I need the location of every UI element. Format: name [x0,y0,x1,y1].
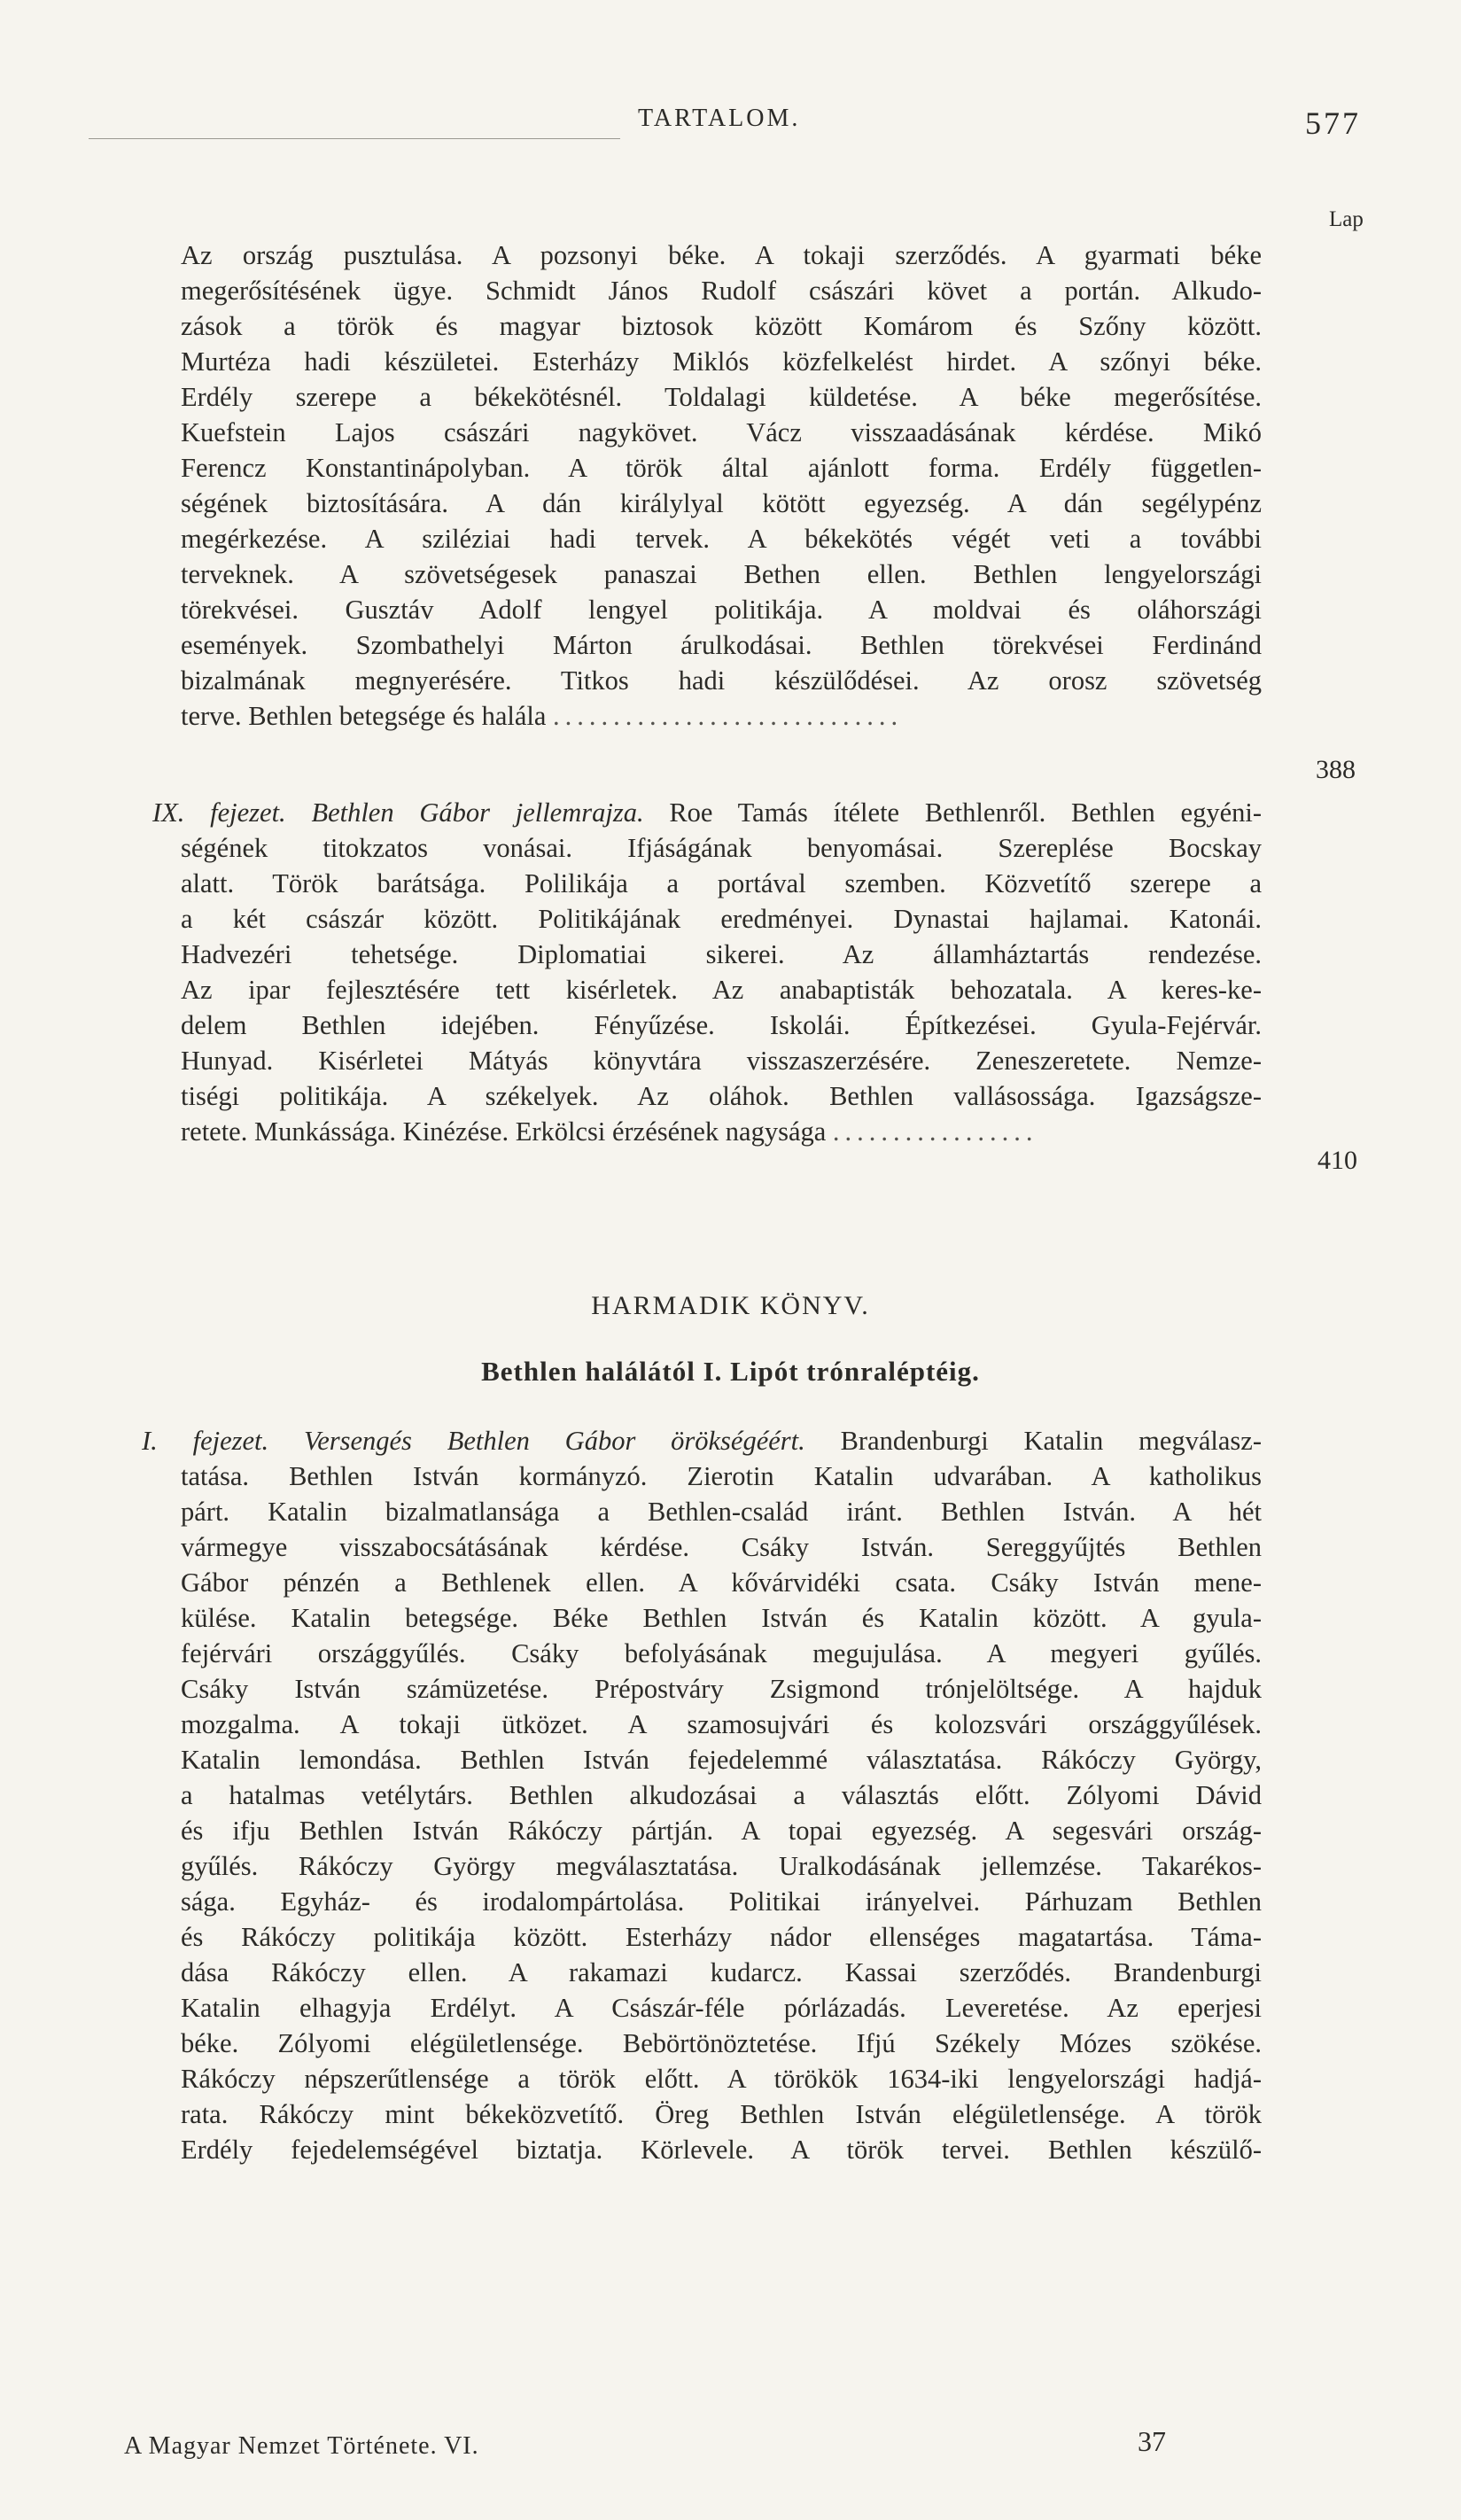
text-line: alatt. Török barátsága. Polilikája a portával szemben. Közvetítő szerepe a [181,868,1262,898]
text-line: zások a török és magyar biztosok között Komárom és Szőny között. [181,311,1262,341]
text-line: Murtéza hadi készületei. Esterházy Miklós közfelkelést hirdet. A szőnyi béke. [181,346,1262,377]
footer-source: A Magyar Nemzet Története. VI. [124,2432,479,2460]
chapter-title: Versengés Bethlen Gábor örökségéért. [303,1426,805,1456]
text-line: Az ország pusztulása. A pozsonyi béke. A tokaji szerződés. A gyarmati béke [181,240,1262,270]
text-line: terveknek. A szövetségesek panaszai Bethen ellen. Bethlen lengyelországi [181,559,1262,589]
text-line: dása Rákóczy ellen. A rakamazi kudarcz. Kassai szerződés. Brandenburgi [181,1957,1262,1987]
chapter1-paragraph [181,1458,1262,2167]
section1-paragraph [181,237,1262,734]
book-heading: HARMADIK KÖNYV. [591,1291,870,1320]
text-line: a hatalmas vetélytárs. Bethlen alkudozásai a választás előtt. Zólyomi Dávid [181,1780,1262,1810]
page-ref-388: 388 [1316,755,1356,784]
text-line: Az ipar fejlesztésére tett kisérletek. Az anabaptisták behozatala. A keres-ke- [181,975,1262,1005]
text-line: Katalin elhagyja Erdélyt. A Császár-féle pórlázadás. Leveretése. Az eperjesi [181,1993,1262,2023]
lap-column-label: Lap [1329,207,1364,231]
text-line: Brandenburgi Katalin megválasz- [840,1426,1262,1456]
text-line: delem Bethlen idejében. Fényűzése. Iskolái. Építkezései. Gyula-Fejérvár. [181,1010,1262,1040]
text-line: és ifju Bethlen István Rákóczy pártján. A topai egyezség. A segesvári ország- [181,1816,1262,1846]
header-rule [89,138,620,139]
leader-dots: ................. [832,1116,1038,1147]
leader-dots: ............................. [553,701,904,731]
chapter1-first-line [142,1423,1262,1458]
text-line: Katalin lemondása. Bethlen István fejedelemmé választatása. Rákóczy György, [181,1745,1262,1775]
text-line: gyűlés. Rákóczy György megválasztatása. Uralkodásának jellemzése. Takarékos- [181,1851,1262,1881]
text-line: Erdély fejedelemségével biztatja. Körlevele. A török tervei. Bethlen készülő- [181,2135,1262,2165]
text-line: törekvései. Gusztáv Adolf lengyel politikája. A moldvai és oláhországi [181,595,1262,625]
text-line: Hunyad. Kisérletei Mátyás könyvtára visszaszerzésére. Zeneszeretete. Nemze- [181,1046,1262,1076]
running-title: TARTALOM. [638,105,801,132]
chapter9-paragraph [181,830,1262,1149]
text-line: sága. Egyház- és irodalompártolása. Politikai irányelvei. Párhuzam Bethlen [181,1886,1262,1917]
text-line: bizalmának megnyerésére. Titkos hadi készülődései. Az orosz szövetség [181,665,1262,696]
text-line: Ferencz Konstantinápolyban. A török által ajánlott forma. Erdély független- [181,453,1262,483]
footer-signature: 37 [1138,2425,1166,2457]
toc-entry-last-line [181,1114,1262,1149]
text-line: párt. Katalin bizalmatlansága a Bethlen-család iránt. Bethlen István. A hét [181,1497,1262,1527]
text-line: Rákóczy népszerűtlensége a török előtt. A törökök 1634-iki lengyelországi hadjá- [181,2064,1262,2094]
text-line: terve. Bethlen betegsége és halála [181,701,547,731]
chapter-title: Bethlen Gábor jellemrajza. [311,797,644,828]
page-ref-410: 410 [1317,1146,1357,1175]
chapter-number: I. fejezet. [142,1426,269,1456]
text-line: tatása. Bethlen István kormányzó. Zierotin Katalin udvarában. A katholikus [181,1461,1262,1491]
text-line: külése. Katalin betegsége. Béke Bethlen István és Katalin között. A gyula- [181,1603,1262,1633]
text-line: események. Szombathelyi Márton árulkodásai. Bethlen törekvései Ferdinánd [181,630,1262,660]
text-line: Kuefstein Lajos császári nagykövet. Vácz visszaadásának kérdése. Mikó [181,417,1262,447]
text-line: fejérvári országgyűlés. Csáky befolyásának megujulása. A megyeri gyűlés. [181,1638,1262,1668]
text-line: béke. Zólyomi elégületlensége. Bebörtönöztetése. Ifjú Székely Mózes szökése. [181,2028,1262,2058]
text-line: Csáky István számüzetése. Prépostváry Zsigmond trónjelöltsége. A hajduk [181,1674,1262,1704]
text-line: mozgalma. A tokaji ütközet. A szamosujvári és kolozsvári országgyűlések. [181,1709,1262,1739]
text-line: a két császár között. Politikájának eredményei. Dynastai hajlamai. Katonái. [181,904,1262,934]
text-line: retete. Munkássága. Kinézése. Erkölcsi érzésének nagysága [181,1116,827,1147]
text-line: Gábor pénzén a Bethlenek ellen. A kővárvidéki csata. Csáky István mene- [181,1567,1262,1598]
chapter-number: IX. fejezet. [152,797,286,828]
text-line: megérkezése. A sziléziai hadi tervek. A békekötés végét veti a további [181,524,1262,554]
toc-entry-last-line [181,698,1262,734]
text-line: Roe Tamás ítélete Bethlenről. Bethlen egyéni- [669,797,1263,828]
text-line: vármegye visszabocsátásának kérdése. Csáky István. Sereggyűjtés Bethlen [181,1532,1262,1562]
text-line: és Rákóczy politikája között. Esterházy nádor ellenséges magatartása. Táma- [181,1922,1262,1952]
text-line: ségének biztosítására. A dán királylyal kötött egyezség. A dán segélypénz [181,488,1262,518]
text-line: tiségi politikája. A székelyek. Az oláhok. Bethlen vallásossága. Igazságsze- [181,1081,1262,1111]
page-number: 577 [1305,105,1361,141]
text-line: Erdély szerepe a békekötésnél. Toldalagi küldetése. A béke megerősítése. [181,382,1262,412]
book-subtitle: Bethlen halálától I. Lipót trónraléptéig. [481,1356,980,1387]
text-line: megerősítésének ügye. Schmidt János Rudolf császári követ a portán. Alkudo- [181,276,1262,306]
text-line: ségének titokzatos vonásai. Ifjáságának benyomásai. Szereplése Bocskay [181,833,1262,863]
text-line: rata. Rákóczy mint békeközvetítő. Öreg Bethlen István elégületlensége. A török [181,2099,1262,2129]
text-line: Hadvezéri tehetsége. Diplomatiai sikerei. Az államháztartás rendezése. [181,939,1262,969]
chapter9-first-line [152,795,1262,830]
